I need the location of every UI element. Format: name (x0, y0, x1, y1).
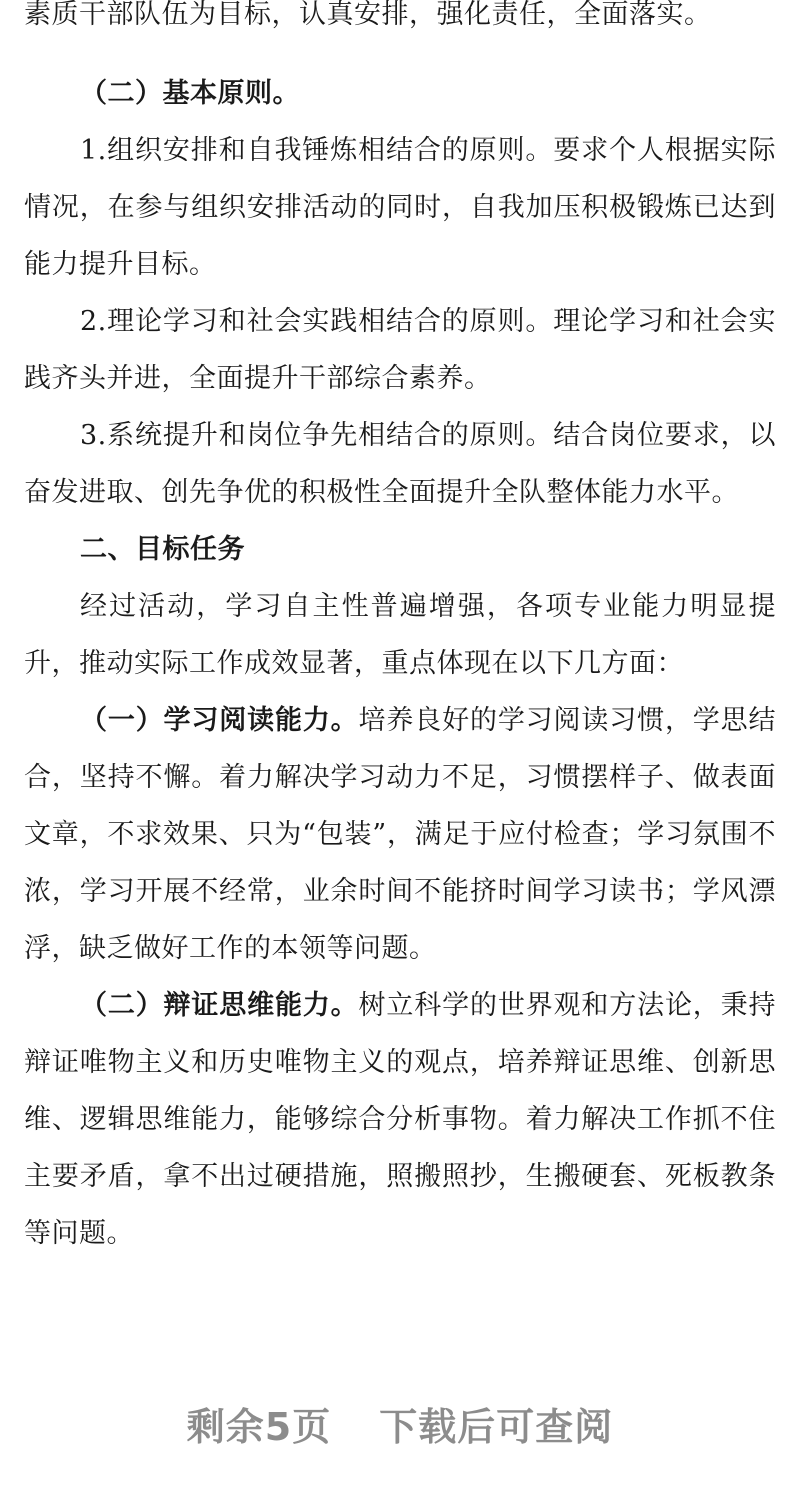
principle-2-paragraph: 2.理论学习和社会实践相结合的原则。理论学习和社会实践齐头并进，全面提升干部综合素养。 (24, 306, 776, 394)
remaining-pages-label: 剩余5页 (186, 1405, 332, 1449)
goal-1-paragraph (0, 692, 800, 977)
principle-1-paragraph: 1.组织安排和自我锤炼相结合的原则。要求个人根据实际情况，在参与组织安排活动的同时，自我加压积极锻炼已达到能力提升目标。 (24, 135, 776, 280)
principles-heading: （二）基本原则。 (80, 78, 300, 109)
goals-intro-paragraph: 经过活动，学习自主性普遍增强，各项专业能力明显提升，推动实际工作成效显著，重点体现在以下几方面： (24, 591, 776, 679)
goal-1-lead: （一）学习阅读能力。 (80, 705, 359, 736)
goal-1-body: 培养良好的学习阅读习惯，学思结合，坚持不懈。着力解决学习动力不足，习惯摆样子、做表面文章，不求效果、只为“包装”，满足于应付检查；学习氛围不浓，学习开展不经常，业余时间不能挤时间学习读书；学风漂浮，缺乏做好工作的本领等问题。 (24, 705, 777, 964)
download-hint-label[interactable]: 下载后可查阅 (379, 1405, 614, 1449)
principle-3-paragraph: 3.系统提升和岗位争先相结合的原则。结合岗位要求，以奋发进取、创先争优的积极性全面提升全队整体能力水平。 (24, 420, 776, 508)
download-banner[interactable] (0, 1396, 800, 1456)
goal-2-body: 树立科学的世界观和方法论，秉持辩证唯物主义和历史唯物主义的观点，培养辩证思维、创新思维、逻辑思维能力，能够综合分析事物。着力解决工作抓不住主要矛盾，拿不出过硬措施，照搬照抄，生搬硬套、死板教条等问题。 (24, 990, 777, 1249)
intro-tail-paragraph: 素质干部队伍为目标，认真安排，强化责任，全面落实。 (24, 0, 712, 30)
goal-2-paragraph (0, 977, 800, 1262)
goal-2-lead: （二）辩证思维能力。 (80, 990, 359, 1021)
goals-heading: 二、目标任务 (80, 534, 245, 565)
